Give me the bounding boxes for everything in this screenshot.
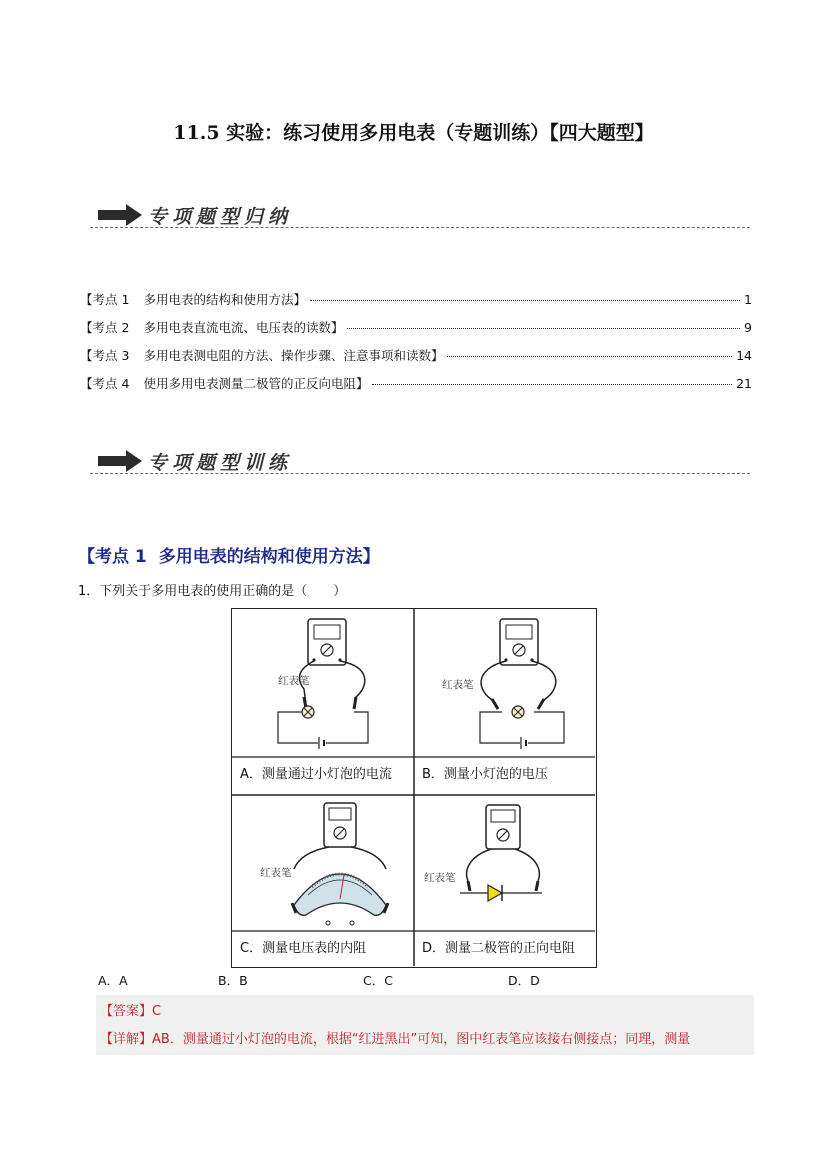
section-text: 多用电表的结构和使用方法】 (158, 547, 380, 567)
toc-label: 【考点 2 (80, 320, 130, 335)
toc-leader (347, 328, 740, 329)
divider (90, 473, 750, 474)
answer-value: C (152, 1004, 162, 1019)
divider (90, 227, 750, 228)
toc-label: 【考点 1 (80, 292, 130, 307)
banner-training-text: 专项题型训练 (148, 452, 293, 474)
toc-item-1[interactable] (80, 290, 752, 308)
option-b[interactable]: B．B (218, 973, 248, 988)
arrow-icon (96, 448, 144, 474)
multimeter-diode-d (414, 795, 595, 931)
figure-d (414, 795, 595, 931)
question-number: 1． (78, 584, 100, 599)
option-a[interactable]: A．A (98, 973, 128, 988)
option-c[interactable]: C．C (363, 973, 393, 988)
toc-leader (447, 356, 732, 357)
toc-leader (372, 384, 732, 385)
figure-grid (231, 608, 597, 968)
detail-line (100, 1028, 690, 1047)
toc-text: 多用电表直流电流、电压表的读数】 (143, 320, 344, 335)
toc-text: 使用多用电表测量二极管的正反向电阻】 (143, 376, 369, 391)
figure-label: 红表笔 (424, 872, 456, 884)
toc-label: 【考点 4 (80, 376, 130, 391)
toc-item-3[interactable] (80, 346, 752, 364)
figure-label: 红表笔 (260, 867, 292, 879)
option-d[interactable]: D．D (508, 973, 540, 988)
toc-text: 多用电表的结构和使用方法】 (143, 292, 306, 307)
toc-item-2[interactable] (80, 318, 752, 336)
caption-d: D．测量二极管的正向电阻 (422, 941, 576, 956)
figure-a (232, 609, 414, 757)
detail-tag: 【详解】 (100, 1032, 153, 1047)
answer-tag: 【答案】 (100, 1004, 153, 1019)
figure-label: 红表笔 (278, 675, 310, 687)
toc-label: 【考点 3 (80, 348, 130, 363)
multimeter-voltmeter-c (232, 795, 414, 931)
toc-page: 14 (736, 348, 752, 363)
figure-c (232, 795, 414, 931)
banner-summary (90, 198, 750, 232)
toc-text: 多用电表测电阻的方法、操作步骤、注意事项和读数】 (143, 348, 444, 363)
section-heading (78, 542, 380, 567)
section-label: 【考点 1 (78, 547, 147, 567)
caption-a: A．测量通过小灯泡的电流 (240, 767, 392, 782)
banner-training (90, 444, 750, 478)
banner-summary-text: 专项题型归纳 (148, 206, 293, 228)
arrow-icon (96, 202, 144, 228)
page-title: 11.5 实验：练习使用多用电表（专题训练）【四大题型】 (173, 122, 654, 144)
question-stem (78, 580, 346, 599)
toc-page: 9 (744, 320, 752, 335)
answer-line (100, 1000, 161, 1019)
figure-label: 红表笔 (442, 679, 474, 691)
question-text: 下列关于多用电表的使用正确的是（ ） (99, 584, 347, 599)
caption-c: C．测量电压表的内阻 (240, 941, 367, 956)
toc-page: 1 (744, 292, 752, 307)
detail-text: AB．测量通过小灯泡的电流，根据“红进黑出”可知，图中红表笔应该接右侧接点；同理，测量 (152, 1032, 691, 1047)
toc-page: 21 (736, 376, 752, 391)
caption-b: B．测量小灯泡的电压 (422, 767, 548, 782)
multimeter-circuit-a (232, 609, 414, 757)
figure-b (414, 609, 595, 757)
toc-item-4[interactable] (80, 374, 752, 392)
toc-leader (310, 300, 740, 301)
